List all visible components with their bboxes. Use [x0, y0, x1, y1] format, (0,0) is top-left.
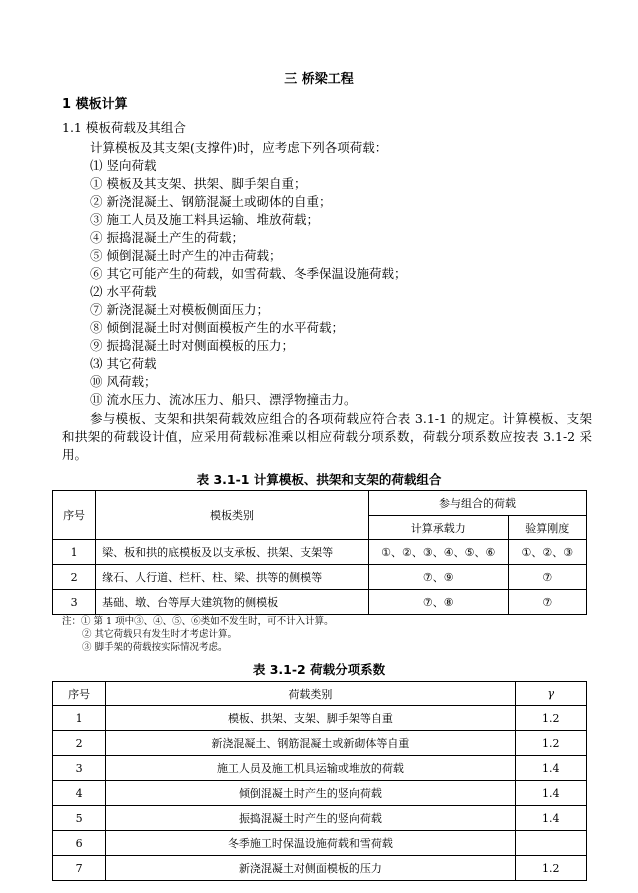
table2-caption: 表 3.1-2 荷载分项系数: [252, 662, 386, 677]
page-title: 三 桥梁工程: [284, 72, 354, 87]
table-row: [53, 831, 587, 856]
load-combination-table: [52, 490, 587, 615]
table-row: [53, 781, 587, 806]
list-item: ⑤ 倾倒混凝土时产生的冲击荷载；: [90, 248, 282, 263]
table2-header-type: 荷载类别: [106, 682, 515, 706]
note-item: 注：① 第 1 项中③、④、⑤、⑥类如不发生时，可不计入计算。: [62, 616, 334, 627]
row-type: 倾倒混凝土时产生的竖向荷载: [106, 781, 515, 806]
row-gamma: 1.4: [515, 781, 586, 806]
table1-caption: 表 3.1-1 计算模板、拱架和支架的荷载组合: [196, 472, 442, 487]
row-rigidity: ⑦: [508, 565, 586, 590]
row-type: 新浇混凝土对侧面模板的压力: [106, 856, 515, 881]
table1-header-no: 序号: [53, 491, 96, 540]
list-item: ① 模板及其支架、拱架、脚手架自重；: [90, 176, 307, 191]
row-gamma: 1.4: [515, 756, 586, 781]
table-row: [53, 706, 587, 731]
list-item: ③ 施工人员及施工料具运输、堆放荷载；: [90, 212, 319, 227]
row-strength: ⑦、⑨: [368, 565, 508, 590]
row-no: 2: [53, 731, 106, 756]
table1-header-rigidity: 验算刚度: [508, 516, 586, 540]
row-gamma: 1.4: [515, 806, 586, 831]
row-no: 1: [53, 706, 106, 731]
row-type: 冬季施工时保温设施荷载和雪荷载: [106, 831, 515, 856]
row-gamma: [515, 831, 586, 856]
list-item: ⑨ 振捣混凝土时对侧面模板的压力；: [90, 338, 294, 353]
table1-header-type: 模板类别: [96, 491, 369, 540]
row-no: 2: [53, 565, 96, 590]
subsection-heading: 1.1 模板荷载及其组合: [62, 120, 186, 135]
row-no: 3: [53, 590, 96, 615]
row-gamma: 1.2: [515, 731, 586, 756]
intro-text: 计算模板及其支架(支撑件)时，应考虑下列各项荷载：: [90, 140, 388, 155]
row-no: 4: [53, 781, 106, 806]
list-item: ⑪ 流水压力、流冰压力、船只、漂浮物撞击力。: [90, 392, 357, 407]
table-row: [53, 731, 587, 756]
combination-paragraph: 参与模板、支架和拱架荷载效应组合的各项荷载应符合表 3.1-1 的规定。计算模板、支架和拱架的荷载设计值，应采用荷载标准乘以相应荷载分项系数，荷载分项系数应按表 3.1-2 采用。: [62, 411, 592, 462]
row-type: 新浇混凝土、钢筋混凝土或新砌体等自重: [106, 731, 515, 756]
row-no: 3: [53, 756, 106, 781]
row-strength: ⑦、⑧: [368, 590, 508, 615]
table-row: [53, 565, 587, 590]
row-gamma: 1.2: [515, 706, 586, 731]
row-rigidity: ⑦: [508, 590, 586, 615]
list-item: ② 新浇混凝土、钢筋混凝土或砌体的自重；: [90, 194, 332, 209]
table1-header-strength: 计算承载力: [368, 516, 508, 540]
row-strength: ①、②、③、④、⑤、⑥: [368, 540, 508, 565]
row-type: 模板、拱架、支架、脚手架等自重: [106, 706, 515, 731]
table-row: [53, 540, 587, 565]
list-item: ⑩ 风荷载；: [90, 374, 157, 389]
row-type: 施工人员及施工机具运输或堆放的荷载: [106, 756, 515, 781]
list-item: ⑴ 竖向荷载: [90, 158, 157, 173]
table-row: [53, 806, 587, 831]
row-no: 1: [53, 540, 96, 565]
row-type: 缘石、人行道、栏杆、柱、梁、拱等的侧模等: [96, 565, 369, 590]
row-type: 梁、板和拱的底模板及以支承板、拱架、支架等: [96, 540, 369, 565]
row-no: 6: [53, 831, 106, 856]
note-item: ② 其它荷载只有发生时才考虑计算。: [82, 629, 238, 640]
row-gamma: 1.2: [515, 856, 586, 881]
list-item: ⑵ 水平荷载: [90, 284, 157, 299]
list-item: ⑦ 新浇混凝土对模板侧面压力；: [90, 302, 269, 317]
list-item: ⑥ 其它可能产生的荷载，如雪荷载、冬季保温设施荷载；: [90, 266, 407, 281]
table2-header-gamma: γ: [515, 682, 586, 706]
note-item: ③ 脚手架的荷载按实际情况考虑。: [82, 642, 228, 653]
table1-notes: [62, 615, 334, 654]
row-no: 5: [53, 806, 106, 831]
list-item: ⑧ 倾倒混凝土时对侧面模板产生的水平荷载；: [90, 320, 344, 335]
table2-header-no: 序号: [53, 682, 106, 706]
section-heading: 1 模板计算: [62, 97, 128, 112]
table-row: [53, 756, 587, 781]
list-item: ④ 振捣混凝土产生的荷载；: [90, 230, 244, 245]
list-item: ⑶ 其它荷载: [90, 356, 157, 371]
row-type: 基础、墩、台等厚大建筑物的侧模板: [96, 590, 369, 615]
table-row: [53, 856, 587, 881]
row-no: 7: [53, 856, 106, 881]
table-row: [53, 590, 587, 615]
row-rigidity: ①、②、③: [508, 540, 586, 565]
table1-header-group: 参与组合的荷载: [368, 491, 586, 516]
load-factor-table: [52, 681, 587, 881]
row-type: 振捣混凝土时产生的竖向荷载: [106, 806, 515, 831]
